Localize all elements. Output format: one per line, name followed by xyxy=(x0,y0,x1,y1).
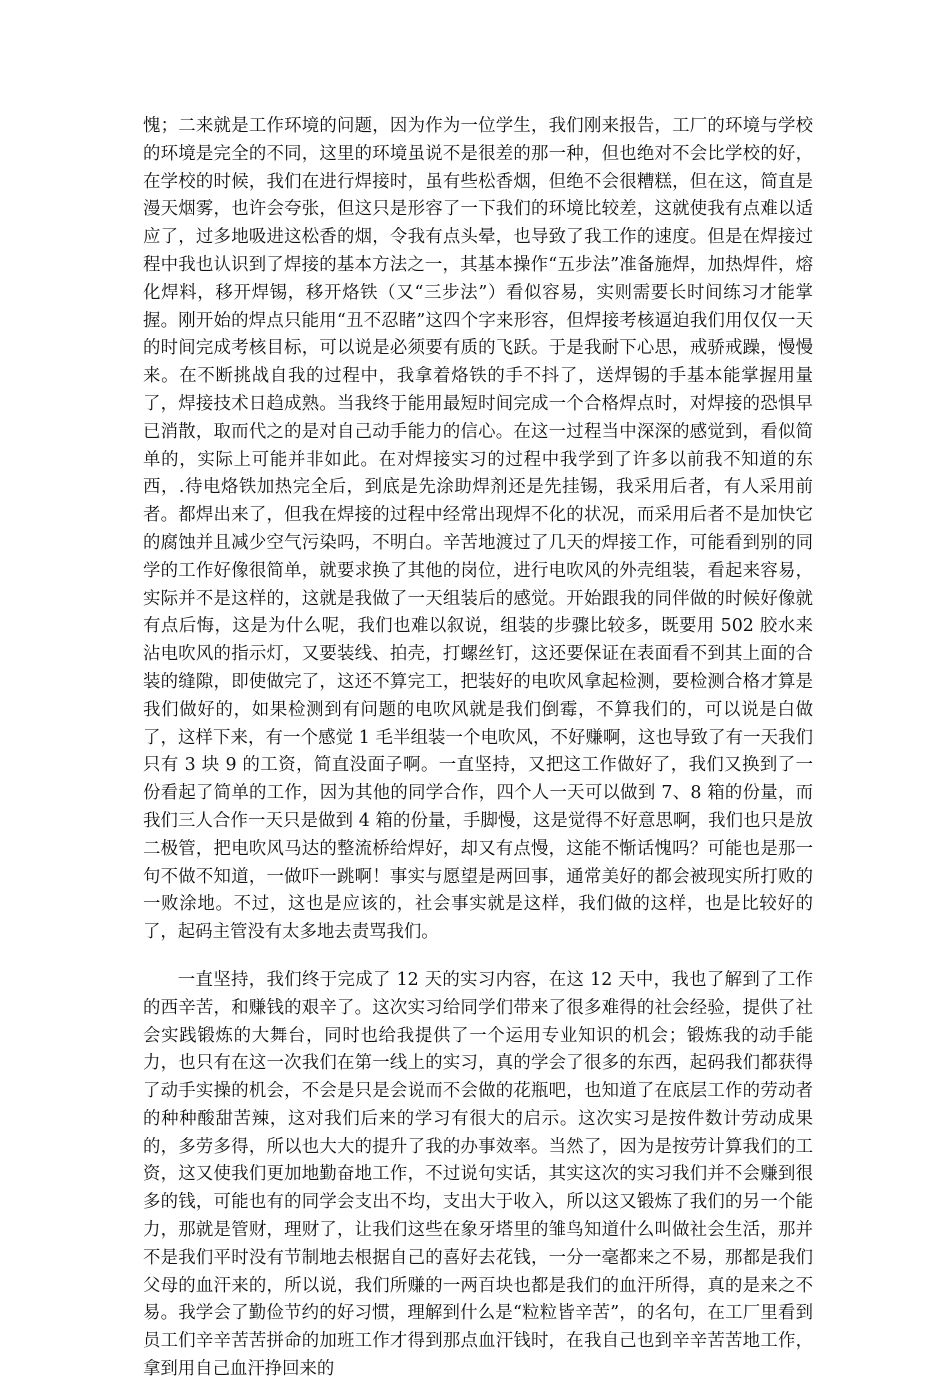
paragraph-continued: 愧；二来就是工作环境的问题，因为作为一位学生，我们刚来报告，工厂的环境与学校的环境是完全的不同，这里的环境虽说不是很差的那一种，但也绝对不会比学校的好，在学校的时候，我们在进行焊接时，虽有些松香烟，但绝不会很糟糕，但在这，简直是漫天烟雾，也许会夸张，但这只是形容了一下我们的环境比较差，这就使我有点难以适应了，过多地吸进这松香的烟，令我有点头晕，也导致了我工作的速度。但是在焊接过程中我也认识到了焊接的基本方法之一，其基本操作“五步法”准备施焊，加热焊件，熔化焊料，移开焊锡，移开烙铁（又“三步法”）看似容易，实则需要长时间练习才能掌握。刚开始的焊点只能用“丑不忍睹”这四个字来形容，但焊接考核逼迫我们用仅仅一天的时间完成考核目标，可以说是必须要有质的飞跃。于是我耐下心思，戒骄戒躁，慢慢来。在不断挑战自我的过程中，我拿着烙铁的手不抖了，送焊锡的手基本能掌握用量了，焊接技术日趋成熟。当我终于能用最短时间完成一个合格焊点时，对焊接的恐惧早已消散，取而代之的是对自己动手能力的信心。在这一过程当中深深的感觉到，看似简单的，实际上可能并非如此。在对焊接实习的过程中我学到了许多以前我不知道的东西，.待电烙铁加热完全后，到底是先涂助焊剂还是先挂锡，我采用后者，有人采用前者。都焊出来了，但我在焊接的过程中经常出现焊不化的状况，而采用后者不是加快它的腐蚀并且减少空气污染吗，不明白。辛苦地渡过了几天的焊接工作，可能看到别的同学的工作好像很简单，就要求换了其他的岗位，进行电吹风的外壳组装，看起来容易，实际并不是这样的，这就是我做了一天组装后的感觉。开始跟我的同伴做的时候好像就有点后悔，这是为什么呢，我们也难以叙说，组装的步骤比较多，既要用 502 胶水来沾电吹风的指示灯，又要装线、拍壳，打螺丝钉，这还要保证在表面看不到其上面的合装的缝隙，即使做完了，这还不算完工，把装好的电吹风拿起检测，要检测合格才算是我们做好的，如果检测到有问题的电吹风就是我们倒霉，不算我们的，可以说是白做了，这样下来，有一个感觉 1 毛半组装一个电吹风，不好赚啊，这也导致了有一天我们只有 3 块 9 的工资，简直没面子啊。一直坚持，又把这工作做好了，我们又换到了一份看起了简单的工作，因为其他的同学合作，四个人一天可以做到 7、8 箱的份量，而我们三人合作一天只是做到 4 箱的份量，手脚慢，这是觉得不好意思啊，我们也只是放二极管，把电吹风马达的整流桥给焊好，却又有点慢，这能不惭话愧吗？可能也是那一句不做不知道，一做吓一跳啊！事实与愿望是两回事，通常美好的都会被现实所打败的一败涂地。不过，这也是应该的，社会事实就是这样，我们做的这样，也是比较好的了，起码主管没有太多地去责骂我们。 xyxy=(143,116,813,943)
document-body xyxy=(143,113,813,1384)
paragraph-internship-summary: 一直坚持，我们终于完成了 12 天的实习内容，在这 12 天中，我也了解到了工作的西辛苦，和赚钱的艰辛了。这次实习给同学们带来了很多难得的社会经验，提供了社会实践锻炼的大舞台，同时也给我提供了一个运用专业知识的机会；锻炼我的动手能力，也只有在这一次我们在第一线上的实习，真的学会了很多的东西，起码我们都获得了动手实操的机会，不会是只是会说而不会做的花瓶吧，也知道了在底层工作的劳动者的种种酸甜苦辣，这对我们后来的学习有很大的启示。这次实习是按件数计劳动成果的，多劳多得，所以也大大的提升了我的办事效率。当然了，因为是按劳计算我们的工资，这又使我们更加地勤奋地工作，不过说句实话，其实这次的实习我们并不会赚到很多的钱，可能也有的同学会支出不均，支出大于收入，所以这又锻炼了我们的另一个能力，那就是管财，理财了，让我们这些在象牙塔里的雏鸟知道什么叫做社会生活，那并不是我们平时没有节制地去根据自己的喜好去花钱，一分一毫都来之不易，那都是我们父母的血汗来的，所以说，我们所赚的一两百块也都是我们的血汗所得，真的是来之不易。我学会了勤俭节约的好习惯，理解到什么是“粒粒皆辛苦”，的名句，在工厂里看到员工们辛辛苦苦拼命的加班工作才得到那点血汗钱时，在我自己也到辛辛苦苦地工作，拿到用自己血汗挣回来的 xyxy=(143,969,813,1380)
